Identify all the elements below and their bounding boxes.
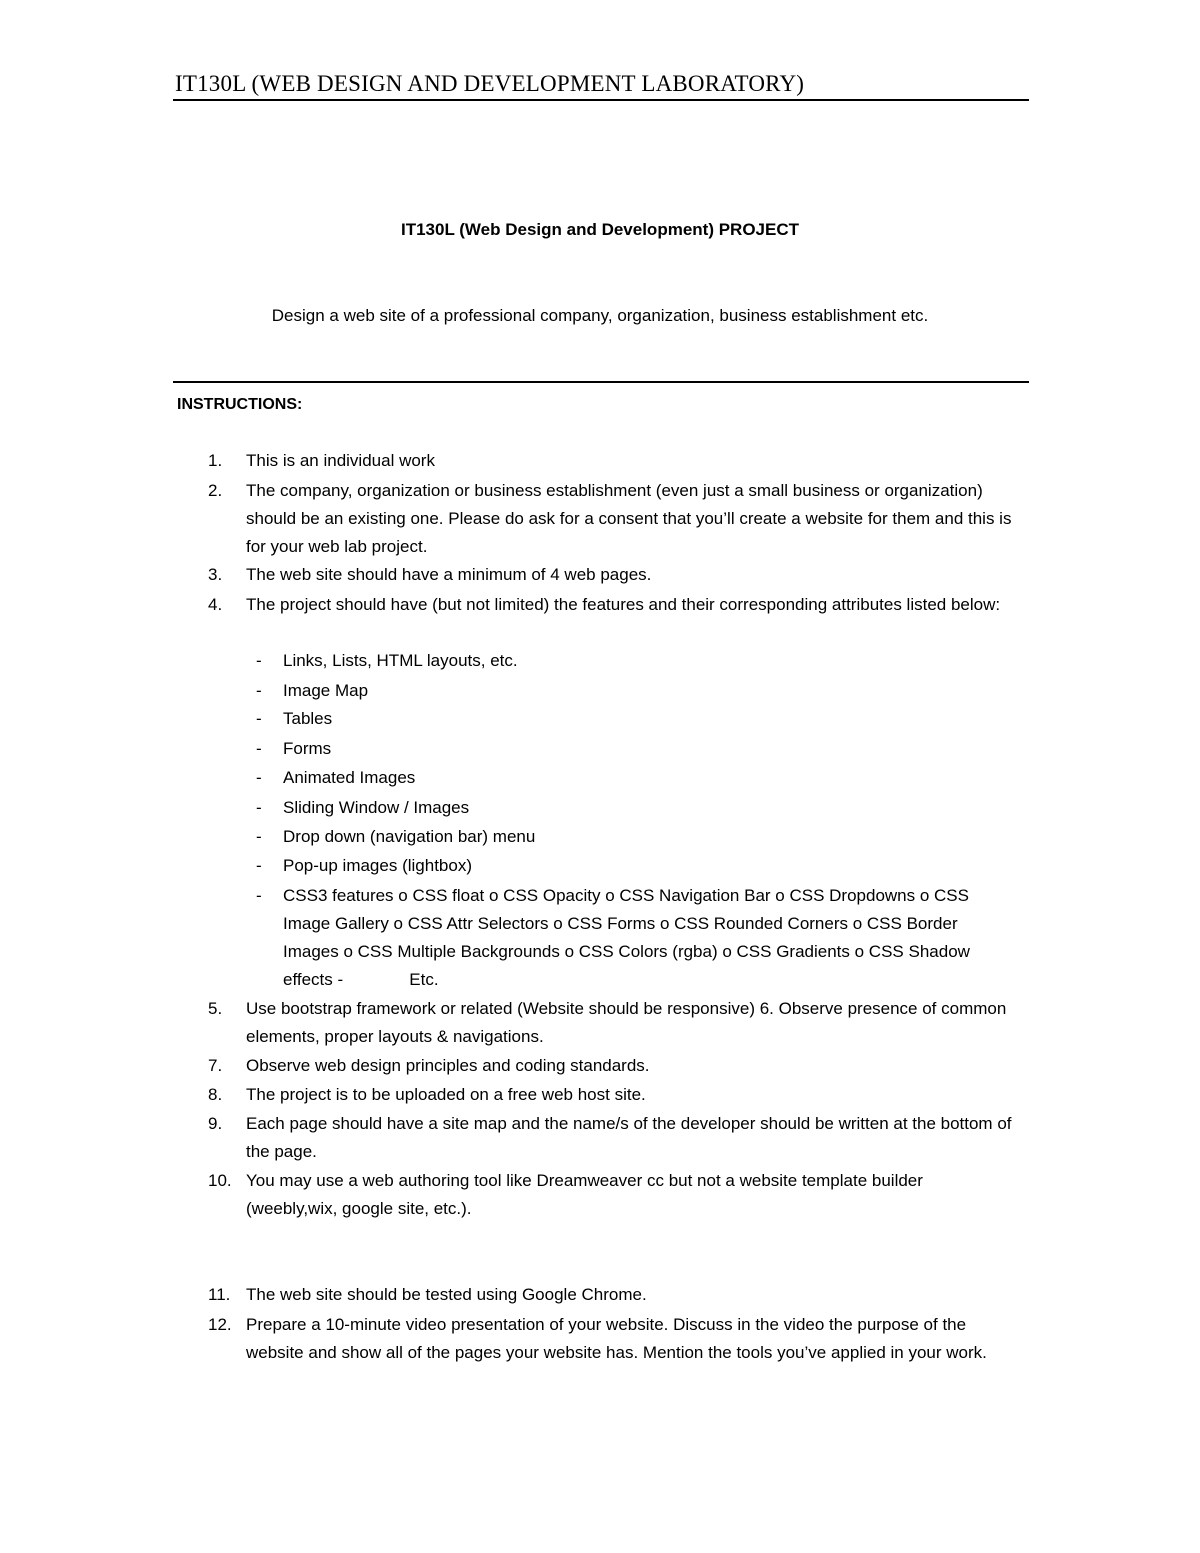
- list-item-text: Prepare a 10-minute video presentation of your website. Discuss in the video the purpose of the website and show all of the pages your website has. Mention the tools you’ve applied in your work.: [246, 1315, 987, 1362]
- feature-dash: -: [256, 886, 262, 905]
- list-item-number: 10.: [208, 1171, 232, 1190]
- list-item-number: 1.: [208, 451, 223, 470]
- list-item-text: The web site should be tested using Google Chrome.: [246, 1285, 647, 1304]
- feature-item: [0, 882, 1030, 989]
- list-item-number: 11.: [208, 1285, 231, 1304]
- feature-dash: -: [256, 856, 262, 875]
- feature-dash: -: [256, 768, 262, 787]
- running-header: IT130L (WEB DESIGN AND DEVELOPMENT LABORATORY): [175, 71, 805, 96]
- feature-text: Sliding Window / Images: [283, 798, 470, 817]
- list-item-number: 12.: [208, 1315, 232, 1334]
- feature-dash: -: [256, 798, 262, 817]
- feature-dash: -: [256, 709, 262, 728]
- list-item-number: 9.: [208, 1114, 223, 1133]
- list-item-text: You may use a web authoring tool like Dreamweaver cc but not a website template builder (weebly,wix, google site, etc.).: [246, 1171, 923, 1218]
- feature-text: Drop down (navigation bar) menu: [283, 827, 536, 846]
- list-item-number: 2.: [208, 481, 223, 500]
- header-divider: [173, 99, 1029, 101]
- list-item-text: This is an individual work: [246, 451, 435, 470]
- list-item-number: 3.: [208, 565, 223, 584]
- feature-dash: -: [256, 651, 262, 670]
- feature-text: Animated Images: [283, 768, 416, 787]
- feature-dash: -: [256, 681, 262, 700]
- feature-text: Image Map: [283, 681, 369, 700]
- list-item-text: The web site should have a minimum of 4 web pages.: [246, 565, 652, 584]
- list-item-text: Observe web design principles and coding standards.: [246, 1056, 650, 1075]
- list-item-number: 4.: [208, 595, 223, 614]
- list-item-number: 7.: [208, 1056, 223, 1075]
- feature-text: Forms: [283, 739, 332, 758]
- feature-dash: -: [256, 739, 262, 758]
- document-title: IT130L (Web Design and Development) PROJECT: [400, 220, 799, 239]
- list-item-number: 8.: [208, 1085, 223, 1104]
- feature-text: Pop-up images (lightbox): [283, 856, 472, 875]
- section-divider: [173, 381, 1029, 383]
- feature-text: Links, Lists, HTML layouts, etc.: [283, 651, 518, 670]
- feature-text: CSS3 features o CSS float o CSS Opacity o CSS Navigation Bar o CSS Dropdowns o CSS Image Gallery o CSS Attr Selectors o CSS Forms o CSS Rounded Corners o CSS Border Images o CSS Multiple Backgrounds o CSS Colors (rgba) o CSS Gradients o CSS Shadow effects - Etc.: [283, 886, 975, 989]
- list-item-text: The project should have (but not limited) the features and their corresponding attributes listed below:: [246, 595, 1001, 614]
- list-item-text: Each page should have a site map and the name/s of the developer should be written at the bottom of the page.: [246, 1114, 1012, 1161]
- document-subtitle: Design a web site of a professional company, organization, business establishment etc.: [271, 306, 929, 325]
- list-item-text: Use bootstrap framework or related (Website should be responsive) 6. Observe presence of common elements, proper layouts & navigations.: [246, 999, 1007, 1046]
- list-item-text: The project is to be uploaded on a free web host site.: [246, 1085, 646, 1104]
- feature-text: Tables: [283, 709, 333, 728]
- instructions-heading: INSTRUCTIONS:: [177, 396, 303, 413]
- list-item-text: The company, organization or business establishment (even just a small business or organization) should be an existing one. Please do ask for a consent that you’ll create a website for them and this is for your web lab project.: [246, 481, 1012, 556]
- list-item-number: 5.: [208, 999, 223, 1018]
- feature-dash: -: [256, 827, 262, 846]
